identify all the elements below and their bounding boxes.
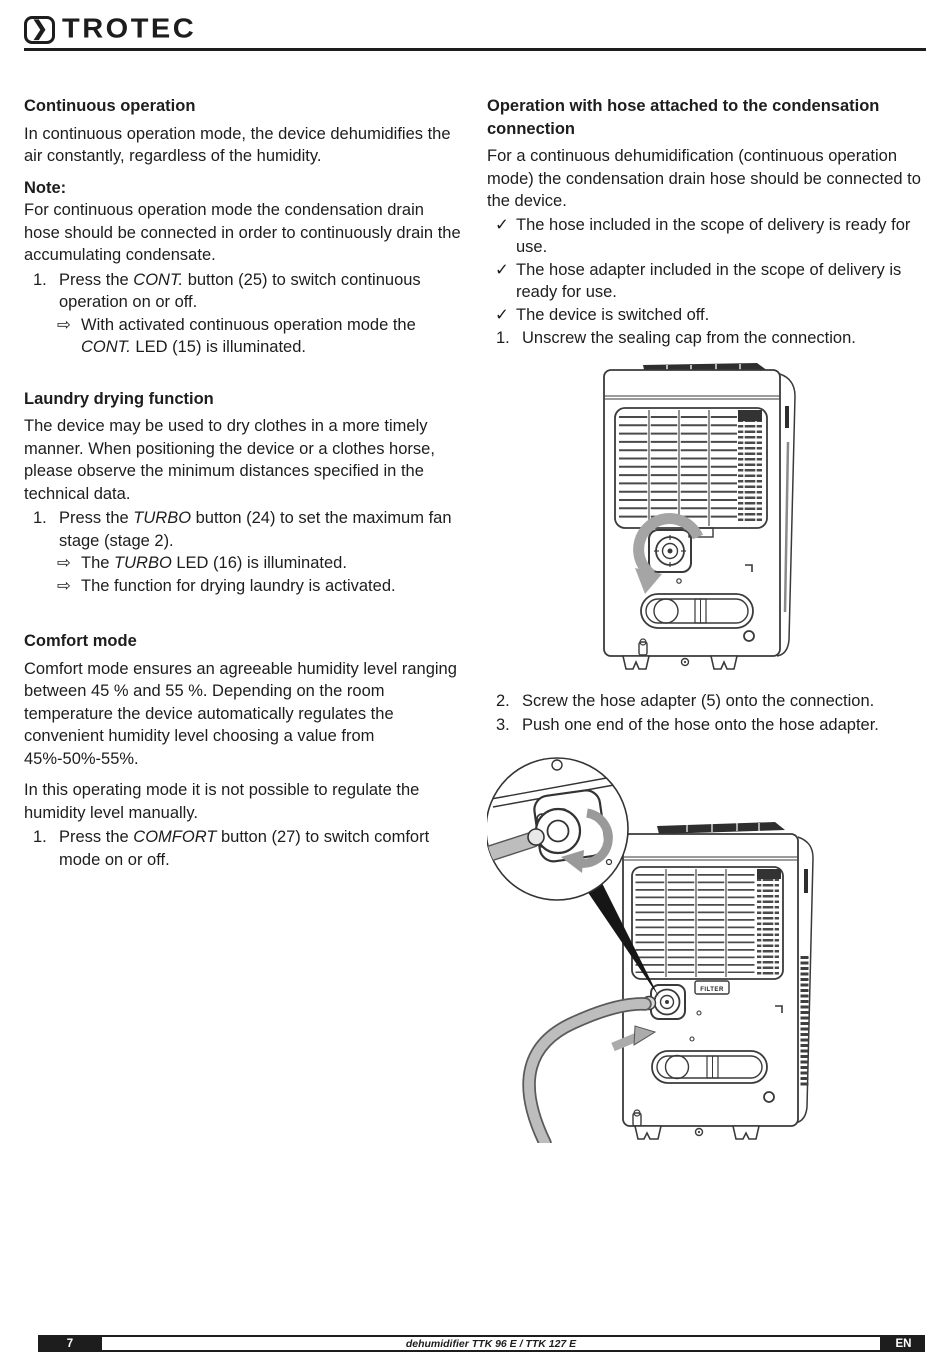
step-number: 1. [33,828,47,846]
step-number: 2. [496,692,510,710]
section-heading: Continuous operation [24,97,196,115]
numbered-step [487,690,924,713]
page-header [0,0,950,46]
content-columns [0,95,950,1150]
checklist-item [487,259,924,304]
step-text: Press the COMFORT button (27) to switch comfort mode on or off. [59,828,430,869]
section-comfort-mode [24,630,461,871]
step-text: Press the TURBO button (24) to set the maximum fan stage (stage 2). [59,509,452,550]
section-heading: Laundry drying function [24,389,214,408]
trotec-chevron-icon: ❯ [24,16,55,44]
result-arrow-icon: ⇨ [57,576,71,595]
result-step [24,552,461,575]
section-laundry-drying [24,388,461,598]
step-number: 1. [33,509,47,527]
filter-tab-label: FILTER [700,987,724,993]
hose-attachment-illustration [487,751,823,1143]
left-column [24,95,461,1150]
step-number: 3. [496,715,510,734]
result-arrow-icon: ⇨ [57,554,71,572]
page-footer [38,1335,925,1352]
step-number: 1. [33,270,47,289]
paragraph: For continuous operation mode the condensation drain hose should be connected in order to continuously drain the accumulating condensate. [24,201,461,264]
step-number: 1. [496,329,510,347]
trotec-logo [24,13,926,46]
section-heading: Comfort mode [24,632,137,650]
numbered-step [24,269,461,314]
header-rule [24,48,926,51]
section-heading: Operation with hose attached to the condensation connection [487,97,880,138]
numbered-step [24,507,461,552]
note-label: Note: [24,178,67,197]
figure-unscrew-sealing-cap [599,362,924,681]
checkmark-icon: ✓ [495,215,509,234]
paragraph: For a continuous dehumidification (continuous operation mode) the condensation drain hose should be connected to the device. [487,147,921,210]
document-title: dehumidifier TTK 96 E / TTK 127 E [102,1335,882,1352]
paragraph: In this operating mode it is not possible to regulate the humidity level manually. [24,781,420,822]
magnifier-inset [487,758,628,900]
result-arrow-icon: ⇨ [57,315,71,334]
checklist-text: The device is switched off. [516,305,710,324]
section-continuous-operation [24,95,461,359]
checkmark-icon: ✓ [495,260,509,279]
numbered-step [487,327,924,350]
result-step [24,314,461,359]
step-text: Press the CONT. button (25) to switch continuous operation on or off. [59,270,421,311]
brand-wordmark: TROTEC [62,13,197,45]
numbered-step [24,826,461,871]
step-text: Push one end of the hose onto the hose adapter. [522,715,879,734]
checklist-item [487,304,924,327]
result-text: With activated continuous operation mode the CONT. LED (15) is illuminated. [81,315,416,356]
checkmark-icon: ✓ [495,305,509,324]
paragraph: The device may be used to dry clothes in a more timely manner. When positioning the device or a clothes horse, please observe the minimum distances specified in the technical data. [24,417,435,503]
paragraph: Comfort mode ensures an agreeable humidity level ranging between 45 % and 55 %. Depending on the room temperature the device automatically regulates the convenient humidity level choosing a value from 45%-50%-55%. [24,659,457,768]
language-badge: EN [882,1335,925,1352]
right-column [487,95,924,1150]
figure-attach-hose-adapter [487,751,924,1150]
page-number: 7 [38,1335,102,1352]
checklist-text: The hose included in the scope of delivery is ready for use. [516,215,911,256]
step-text: Unscrew the sealing cap from the connection. [522,329,856,347]
step-text: Screw the hose adapter (5) onto the connection. [522,692,875,710]
dehumidifier-rear-view-illustration [599,362,799,674]
numbered-step [487,714,924,737]
result-text: The function for drying laundry is activated. [81,576,396,595]
result-text: The TURBO LED (16) is illuminated. [81,554,347,572]
result-step [24,575,461,598]
paragraph: In continuous operation mode, the device dehumidifies the air constantly, regardless of the humidity. [24,124,451,165]
section-hose-operation [487,95,924,1150]
checklist-text: The hose adapter included in the scope of delivery is ready for use. [516,260,902,301]
checklist-item [487,214,924,259]
